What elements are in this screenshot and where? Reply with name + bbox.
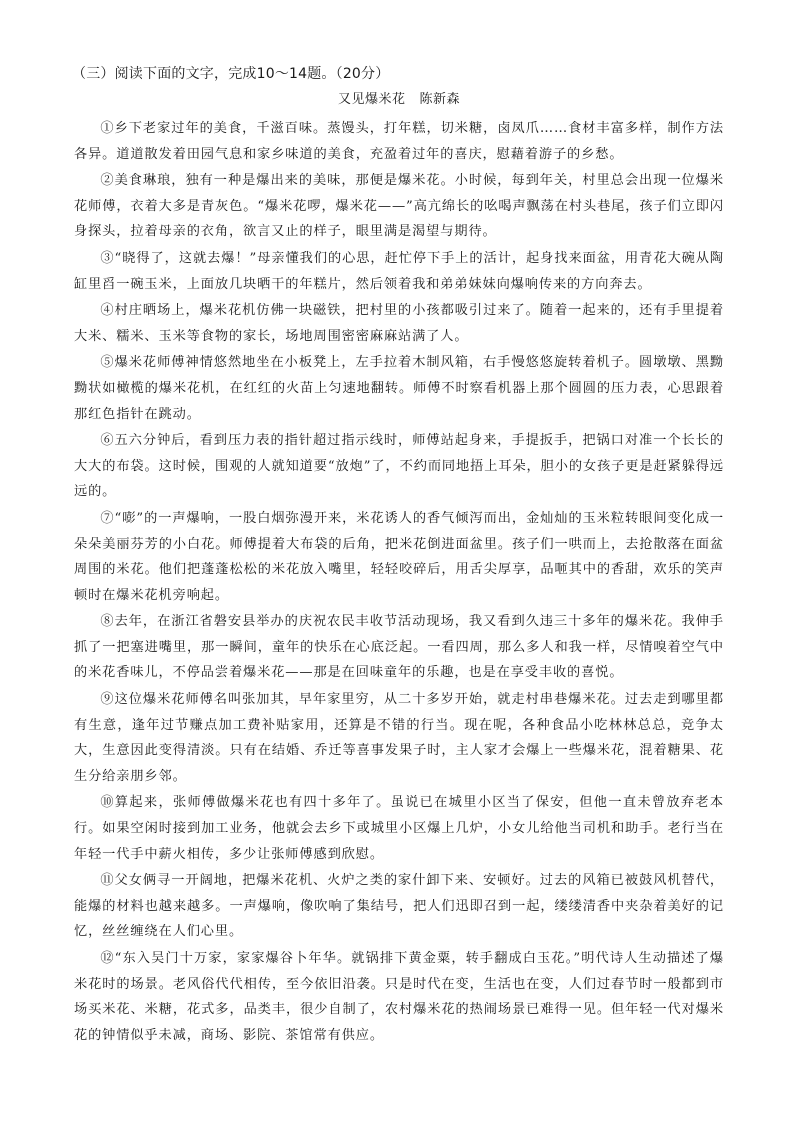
paragraph-3: ③“晓得了，这就去爆！”母亲懂我们的心思，赶忙停下手上的活计，起身找来面盆，用青花大碗从陶缸里舀一碗玉米，上面放几块晒干的年糕片，然后领着我和弟弟妹妹向爆响传来的方向奔去。 [74,250,724,292]
article-title-line [74,90,724,110]
section-heading: （三）阅读下面的文字，完成10～14题。（20分） [72,66,390,82]
paragraph-2: ②美食琳琅，独有一种是爆出来的美味，那便是爆米花。小时候，每到年关，村里总会出现一位爆米花师傅，衣着大多是青灰色。“爆米花啰，爆米花——”高亢绵长的吆喝声飘荡在村头巷尾，孩子们立即闪身探头，拉着母亲的衣角，欲言又止的样子，眼里满是渴望与期待。 [74,173,724,240]
paragraph-12: ⑫“东入吴门十万家，家家爆谷卜年华。就锅排下黄金粟，转手翻成白玉花。”明代诗人生动描述了爆米花时的场景。老风俗代代相传，至今依旧沿袭。只是时代在变，生活也在变，人们过春节时一般都到市场买米花、米糖，花式多，品类丰，很少自制了，农村爆米花的热闹场景已难得一见。但年轻一代对爆米花的钟情似乎未减，商场、影院、茶馆常有供应。 [74,951,724,1043]
paragraph-7: ⑦“嘭”的一声爆响，一股白烟弥漫开来，米花诱人的香气倾泻而出，金灿灿的玉米粒转眼间变化成一朵朵美丽芬芳的小白花。师傅提着大布袋的后角，把米花倒进面盆里。孩子们一哄而上，去抢散落在面盆周围的米花。他们把蓬蓬松松的米花放入嘴里，轻轻咬碎后，用舌尖厚享，品咂其中的香甜，欢乐的笑声顿时在爆米花机旁响起。 [74,510,724,603]
paragraph-5: ⑤爆米花师傅神情悠然地坐在小板凳上，左手拉着木制风箱，右手慢悠悠旋转着机子。圆墩墩、黑黝黝状如橄榄的爆米花机，在红红的火苗上匀速地翻转。师傅不时察看机器上那个圆圆的压力表，心思跟着那红色指针在跳动。 [74,355,724,422]
article-body [74,116,724,1048]
document-page [74,64,724,1049]
article-author: 陈新森 [419,92,461,107]
article-title: 又见爆米花 [337,92,406,107]
paragraph-4: ④村庄晒场上，爆米花机仿佛一块磁铁，把村里的小孩都吸引过来了。随着一起来的，还有手里提着大米、糯米、玉米等食物的家长，场地周围密密麻麻站满了人。 [74,303,724,344]
paragraph-11: ⑪父女俩寻一开阔地，把爆米花机、火炉之类的家什卸下来、安顿好。过去的风箱已被鼓风机替代，能爆的材料也越来越多。一声爆响，像吹响了集结号，把人们迅即召到一起，缕缕清香中夹杂着美好的记忆，丝丝缠绕在人们心里。 [74,873,724,940]
paragraph-6: ⑥五六分钟后，看到压力表的指针超过指示线时，师傅站起身来，手提扳手，把锅口对准一个长长的大大的布袋。这时候，围观的人就知道要“放炮”了，不约而同地捂上耳朵，胆小的女孩子更是赶紧躲得远远的。 [74,433,724,500]
paragraph-9: ⑨这位爆米花师傅名叫张加其，早年家里穷，从二十多岁开始，就走村串巷爆米花。过去走到哪里都有生意，逢年过节赚点加工费补贴家用，还算是不错的行当。现在呢，各种食品小吃林林总总，竞争太大，生意因此变得清淡。只有在结婚、乔迁等喜事发果子时，主人家才会爆上一些爆米花，混着糖果、花生分给亲朋乡邻。 [74,692,724,784]
paragraph-8: ⑧去年，在浙江省磐安县举办的庆祝农民丰收节活动现场，我又看到久违三十多年的爆米花。我伸手抓了一把塞进嘴里，那一瞬间，童年的快乐在心底泛起。一看四周，那么多人和我一样，尽情嗅着空气中的米花香味儿，不停品尝着爆米花——那是在回味童年的乐趣，也是在享受丰收的喜悦。 [74,614,724,681]
paragraph-10: ⑩算起来，张师傅做爆米花也有四十多年了。虽说已在城里小区当了保安，但他一直未曾放弃老本行。如果空闲时接到加工业务，他就会去乡下或城里小区爆上几炉，小女儿给他当司机和助手。老行当在年轻一代手中薪火相传，多少让张师傅感到欣慰。 [74,795,724,862]
paragraph-1: ①乡下老家过年的美食，千滋百味。蒸馒头，打年糕，切米糖，卤凤爪……食材丰富多样，制作方法各异。道道散发着田园气息和家乡味道的美食，充盈着过年的喜庆，慰藉着游子的乡愁。 [74,121,724,162]
